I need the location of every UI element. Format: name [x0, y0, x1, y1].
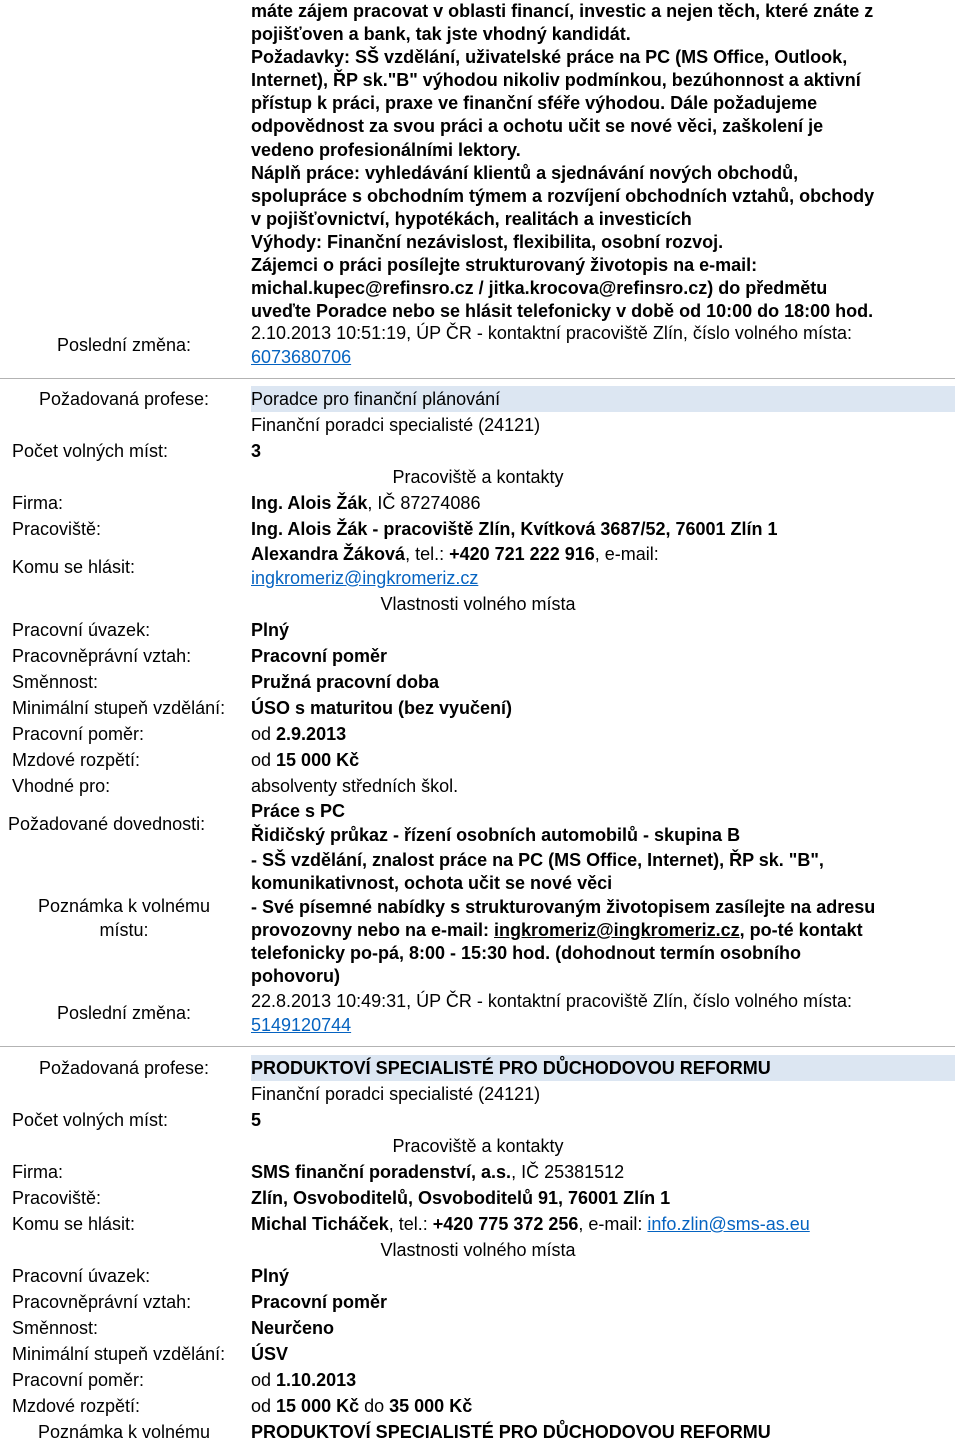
pracoviste-label: Pracoviště:: [12, 519, 102, 539]
last-change-value: [251, 321, 852, 369]
pomer-label: Pracovní poměr:: [12, 724, 145, 744]
mail-label: , e-mail:: [594, 544, 659, 564]
section-props-heading: Vlastnosti volného místa: [380, 594, 576, 614]
vhodne-value: absolventy středních škol.: [251, 776, 459, 796]
pracoviste-value: Zlín, Osvoboditelů, Osvoboditelů 91, 76001 Zlín 1: [251, 1188, 671, 1208]
mail-label: , e-mail:: [578, 1214, 648, 1234]
vacancy-id-link[interactable]: 5149120744: [251, 1015, 352, 1035]
poznamka-value: [251, 849, 875, 989]
section-contacts-heading: Pracoviště a kontakty: [392, 467, 564, 487]
firma-name: Ing. Alois Žák: [251, 493, 368, 513]
mzda-label: Mzdové rozpětí:: [12, 750, 141, 770]
contact-name: Michal Ticháček: [251, 1214, 389, 1234]
vztah-value: Pracovní poměr: [251, 1292, 388, 1312]
section-divider: [0, 378, 955, 379]
mzda-label: Mzdové rozpětí:: [12, 1396, 141, 1416]
email-rest: ) do předmětu: [707, 278, 828, 299]
mzda-value: [251, 1393, 472, 1419]
firma-label: Firma:: [12, 493, 63, 513]
profese-label: Požadovaná profese:: [38, 389, 210, 409]
skill-item: Řidičský průkaz - řízení osobních automobilů - skupina B: [251, 825, 741, 845]
last-change-label: Poslední změna:: [56, 1003, 192, 1023]
firma-value: [251, 1159, 624, 1185]
last-change-text: 22.8.2013 10:49:31, ÚP ČR - kontaktní pracoviště Zlín, číslo volného místa:: [251, 991, 852, 1011]
desc-line: spolupráce s obchodním týmem a rozvíjení obchodních vztahů, obchody: [251, 185, 875, 206]
tel-label: , tel.:: [405, 544, 450, 564]
last-change-text: 2.10.2013 10:51:19, ÚP ČR - kontaktní pracoviště Zlín, číslo volného místa:: [251, 323, 852, 343]
pomer-date: 2.9.2013: [276, 724, 347, 744]
komu-label: Komu se hlásit:: [12, 557, 136, 577]
desc-line: Náplň práce: vyhledávání klientů a sjednávání nových obchodů,: [251, 162, 799, 183]
komu-label: Komu se hlásit:: [12, 1214, 136, 1234]
poznamka-label-line: místu:: [99, 920, 149, 940]
pomer-prefix: od: [251, 1370, 277, 1390]
email-link[interactable]: jitka.krocova@refinsro.cz: [488, 278, 708, 299]
poznamka-line: komunikativnost, ochota učit se nové věci: [251, 873, 613, 894]
mzda-from: 15 000 Kč: [276, 1396, 360, 1416]
mzda-prefix: od: [251, 750, 277, 770]
uvazek-value: Plný: [251, 1266, 290, 1286]
smennost-label: Směnnost:: [12, 672, 99, 692]
email-separator: /: [473, 278, 489, 299]
desc-line: v pojišťovnictví, hypotékách, realitách a investicích: [251, 208, 692, 229]
pomer-value: [251, 1367, 356, 1393]
profese-sub: Finanční poradci specialisté (24121): [251, 415, 541, 435]
pomer-date: 1.10.2013: [276, 1370, 357, 1390]
mzda-mid: do: [359, 1396, 390, 1416]
tel-label: , tel.:: [388, 1214, 433, 1234]
dovednosti-label: Požadované dovednosti:: [8, 814, 206, 834]
firma-ic: , IČ 25381512: [511, 1162, 625, 1182]
last-change-label: Poslední změna:: [56, 335, 192, 355]
vztah-label: Pracovněprávní vztah:: [12, 1292, 192, 1312]
desc-line: máte zájem pracovat v oblasti financí, investic a nejen těch, které znáte z: [251, 1, 874, 21]
uvazek-value: Plný: [251, 620, 290, 640]
pomer-label: Pracovní poměr:: [12, 1370, 145, 1390]
desc-line: uveďte Poradce nebo se hlásit telefonicky v době od 10:00 do 18:00 hod.: [251, 301, 874, 322]
pracoviste-label: Pracoviště:: [12, 1188, 102, 1208]
mzda-amount: 15 000 Kč: [276, 750, 360, 770]
desc-line: přístup k práci, praxe ve finanční sféře výhodou. Dále požadujeme: [251, 93, 818, 114]
desc-line: Zájemci o práci posílejte strukturovaný životopis na e-mail:: [251, 255, 758, 276]
desc-line: Výhody: Finanční nezávislost, flexibilita, osobní rozvoj.: [251, 231, 724, 252]
poznamka-value: PRODUKTOVÍ SPECIALISTÉ PRO DŮCHODOVOU REFORMU: [251, 1422, 771, 1442]
pracoviste-value: Ing. Alois Žák - pracoviště Zlín, Kvítková 3687/52, 76001 Zlín 1: [251, 519, 778, 539]
mzda-to: 35 000 Kč: [389, 1396, 473, 1416]
mzda-prefix: od: [251, 1396, 277, 1416]
firma-name: SMS finanční poradenství, a.s.: [251, 1162, 512, 1182]
firma-ic: , IČ 87274086: [367, 493, 481, 513]
contact-phone: +420 775 372 256: [432, 1214, 579, 1234]
poznamka-line: - Své písemné nabídky s strukturovaným životopisem zasílejte na adresu: [251, 896, 876, 917]
pomer-value: [251, 721, 346, 747]
desc-line: pojišťoven a bank, tak jste vhodný kandidát.: [251, 24, 631, 45]
uvazek-label: Pracovní úvazek:: [12, 1266, 151, 1286]
skill-item: Práce s PC: [251, 801, 346, 821]
email-link[interactable]: michal.kupec@refinsro.cz: [251, 278, 474, 299]
poznamka-label-line: Poznámka k volnému: [37, 896, 211, 916]
vzdelani-label: Minimální stupeň vzdělání:: [12, 1344, 226, 1364]
firma-value: [251, 490, 480, 516]
section-props-heading: Vlastnosti volného místa: [380, 1240, 576, 1260]
contact-email-link[interactable]: ingkromeriz@ingkromeriz.cz: [251, 568, 479, 588]
contact-name: Alexandra Žáková: [251, 544, 406, 564]
poznamka-line: telefonicky po-pá, 8:00 - 15:30 hod. (dohodnout termín osobního: [251, 943, 802, 964]
poznamka-label: Poznámka k volnému: [37, 1422, 211, 1442]
last-change-value: [251, 989, 852, 1037]
vacancy-id-link[interactable]: 6073680706: [251, 347, 352, 367]
profese-value: PRODUKTOVÍ SPECIALISTÉ PRO DŮCHODOVOU REFORMU: [251, 1055, 955, 1081]
smennost-label: Směnnost:: [12, 1318, 99, 1338]
vzdelani-value: ÚSO s maturitou (bez vyučení): [251, 698, 513, 718]
desc-line: vedeno profesionálními lektory.: [251, 139, 521, 160]
poznamka-mail-pre: provozovny nebo na e-mail:: [251, 919, 495, 940]
desc-line: Požadavky: SŠ vzdělání, uživatelské práce na PC (MS Office, Outlook,: [251, 47, 848, 68]
vzdelani-label: Minimální stupeň vzdělání:: [12, 698, 226, 718]
vzdelani-value: ÚSV: [251, 1344, 289, 1364]
komu-value: [251, 542, 659, 590]
profese-label: Požadovaná profese:: [38, 1058, 210, 1078]
poznamka-label: [0, 894, 248, 942]
contact-email-link[interactable]: info.zlin@sms-as.eu: [647, 1214, 810, 1234]
desc-line: odpovědnost za svou práci a ochotu učit se nové věci, zaškolení je: [251, 116, 824, 137]
pomer-prefix: od: [251, 724, 277, 744]
vhodne-label: Vhodné pro:: [12, 776, 111, 796]
vztah-label: Pracovněprávní vztah:: [12, 646, 192, 666]
pocet-label: Počet volných míst:: [12, 1110, 169, 1130]
section-contacts-heading: Pracoviště a kontakty: [392, 1136, 564, 1156]
section-divider: [0, 1046, 955, 1047]
profese-sub: Finanční poradci specialisté (24121): [251, 1084, 541, 1104]
poznamka-line: - SŠ vzdělání, znalost práce na PC (MS Office, Internet), ŘP sk. "B",: [251, 850, 824, 870]
firma-label: Firma:: [12, 1162, 63, 1182]
smennost-value: Neurčeno: [251, 1318, 335, 1338]
profese-value: Poradce pro finanční plánování: [251, 386, 955, 412]
pocet-value: 5: [251, 1110, 262, 1130]
desc-email-line: [251, 277, 951, 300]
first-description: [251, 0, 951, 323]
poznamka-line: pohovoru): [251, 966, 340, 987]
desc-line: Internet), ŘP sk."B" výhodou nikoliv podmínkou, bezúhonnost a aktivní: [251, 70, 861, 91]
komu-value: [251, 1211, 810, 1237]
pocet-label: Počet volných míst:: [12, 441, 169, 461]
mzda-value: [251, 747, 359, 773]
poznamka-mail-line: [251, 919, 875, 942]
dovednosti-value: [251, 799, 740, 847]
poznamka-email-link[interactable]: ingkromeriz@ingkromeriz.cz: [494, 919, 740, 940]
uvazek-label: Pracovní úvazek:: [12, 620, 151, 640]
pocet-value: 3: [251, 441, 262, 461]
contact-phone: +420 721 222 916: [449, 544, 595, 564]
poznamka-mail-post: , po-té kontakt: [739, 919, 863, 940]
vztah-value: Pracovní poměr: [251, 646, 388, 666]
smennost-value: Pružná pracovní doba: [251, 672, 440, 692]
